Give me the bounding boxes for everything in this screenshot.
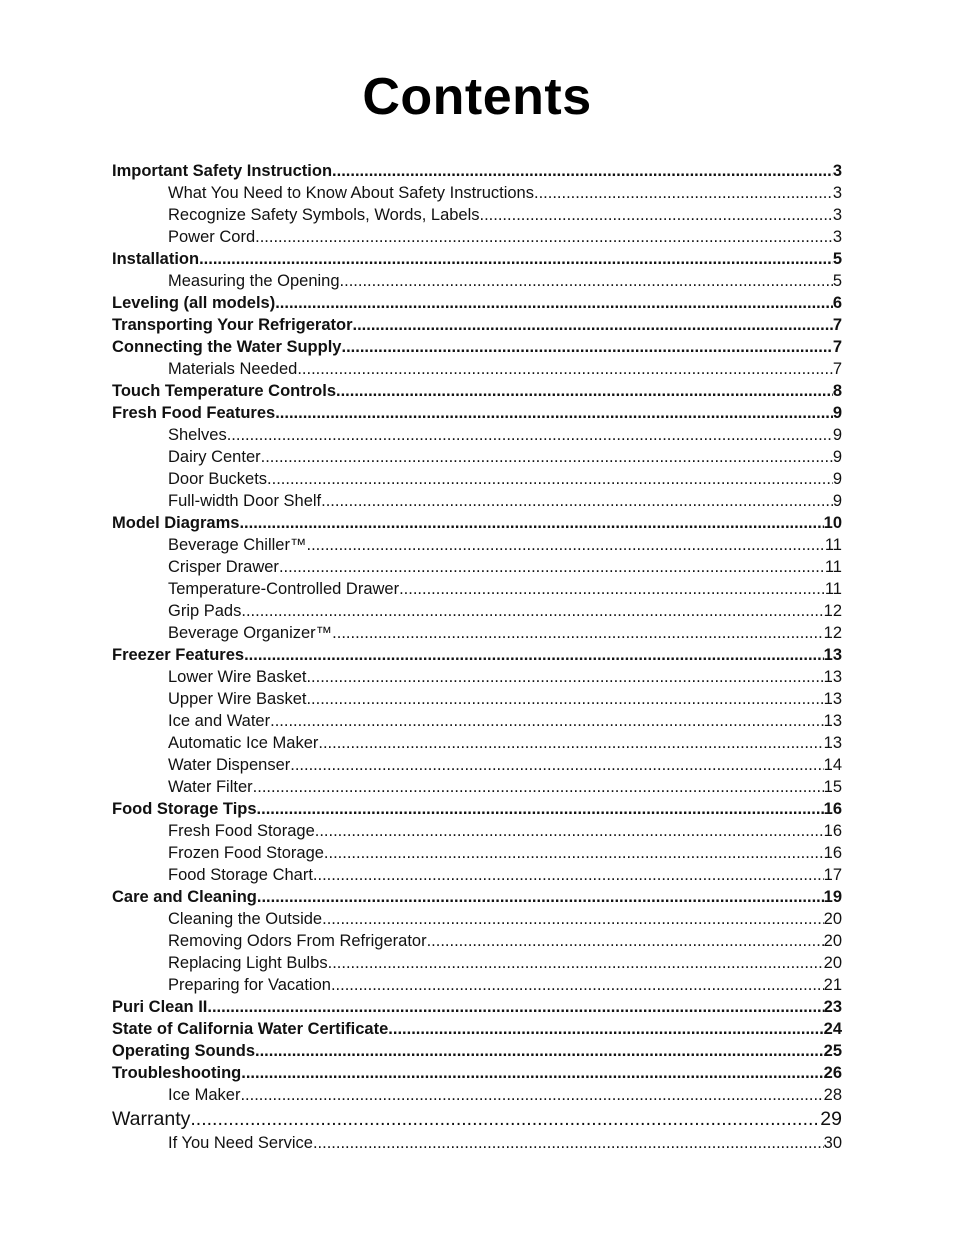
toc-entry	[112, 798, 842, 820]
toc-page-number: 20	[823, 954, 842, 972]
toc-entry-label: Connecting the Water Supply	[112, 338, 342, 356]
toc-page-number: 29	[820, 1108, 842, 1130]
toc-entry-label: Upper Wire Basket	[168, 690, 307, 708]
dot-leader	[534, 182, 833, 204]
dot-leader	[313, 864, 824, 886]
toc-entry-label: Recognize Safety Symbols, Words, Labels	[168, 206, 480, 224]
toc-page-number: 9	[832, 448, 842, 466]
toc-subentry	[112, 270, 842, 292]
dot-leader	[240, 1084, 823, 1106]
dot-leader	[353, 314, 833, 336]
dot-leader	[322, 908, 824, 930]
toc-page-number: 9	[832, 426, 842, 444]
toc-page-number: 3	[832, 184, 842, 202]
dot-leader	[253, 776, 824, 798]
toc-entry-label: Grip Pads	[168, 602, 242, 620]
toc-page-number: 15	[823, 778, 842, 796]
toc-entry	[112, 1040, 842, 1062]
toc-subentry	[112, 952, 842, 974]
dot-leader	[275, 292, 833, 314]
toc-page-number: 3	[832, 162, 842, 180]
toc-entry-label: Operating Sounds	[112, 1042, 256, 1060]
toc-page-number: 13	[823, 690, 842, 708]
toc-page-number: 26	[823, 1064, 842, 1082]
toc-page-number: 3	[832, 206, 842, 224]
toc-entry-label: Model Diagrams	[112, 514, 240, 532]
toc-entry-label: Troubleshooting	[112, 1064, 242, 1082]
toc-subentry	[112, 908, 842, 930]
toc-page-number: 19	[823, 888, 842, 906]
toc-page-number: 13	[823, 712, 842, 730]
toc-subentry	[112, 556, 842, 578]
dot-leader	[267, 468, 833, 490]
toc-subentry	[112, 490, 842, 512]
toc-entry-label: Preparing for Vacation	[168, 976, 331, 994]
dot-leader	[306, 688, 823, 710]
toc-entry-label: Lower Wire Basket	[168, 668, 307, 686]
dot-leader	[306, 534, 824, 556]
toc-entry-label: Door Buckets	[168, 470, 268, 488]
dot-leader	[480, 204, 833, 226]
toc-entry-label: Beverage Chiller™	[168, 536, 307, 554]
toc-page-number: 11	[824, 558, 842, 576]
toc-subentry	[112, 226, 842, 248]
toc-entry-label: Dairy Center	[168, 448, 261, 466]
toc-entry-label: Frozen Food Storage	[168, 844, 324, 862]
dot-leader	[255, 1040, 824, 1062]
dot-leader	[306, 666, 823, 688]
dot-leader	[241, 1062, 823, 1084]
dot-leader	[315, 820, 824, 842]
toc-entry-label: Measuring the Opening	[168, 272, 340, 290]
toc-page-number: 9	[832, 404, 842, 422]
dot-leader	[239, 512, 823, 534]
toc-page-number: 7	[832, 338, 842, 356]
toc-subentry	[112, 358, 842, 380]
toc-subentry	[112, 1132, 842, 1154]
toc-page-number: 9	[832, 470, 842, 488]
toc-page-number: 7	[832, 316, 842, 334]
toc-page-number: 16	[823, 844, 842, 862]
toc-page-number: 10	[823, 514, 842, 532]
toc-page-number: 23	[823, 998, 842, 1016]
dot-leader	[399, 578, 825, 600]
toc-entry-label: If You Need Service	[168, 1134, 313, 1152]
toc-page-number: 5	[832, 272, 842, 290]
toc-entry-label: Transporting Your Refrigerator	[112, 316, 353, 334]
dot-leader	[275, 402, 833, 424]
toc-entry	[112, 402, 842, 424]
toc-entry-label: Water Filter	[168, 778, 253, 796]
toc-page-number: 13	[823, 646, 842, 664]
toc-subentry	[112, 1084, 842, 1106]
toc-subentry	[112, 182, 842, 204]
dot-leader	[297, 358, 832, 380]
dot-leader	[244, 644, 824, 666]
toc-subentry	[112, 446, 842, 468]
toc-subentry	[112, 842, 842, 864]
toc-entry	[112, 1018, 842, 1040]
dot-leader	[341, 336, 832, 358]
toc-entry-label: Cleaning the Outside	[168, 910, 323, 928]
dot-leader	[313, 1132, 824, 1154]
dot-leader	[257, 798, 824, 820]
toc-entry-label: Fresh Food Storage	[168, 822, 315, 840]
toc-entry-label: Replacing Light Bulbs	[168, 954, 328, 972]
toc-page-number: 14	[823, 756, 842, 774]
toc-entry-label: Puri Clean II	[112, 998, 208, 1016]
toc-subentry	[112, 578, 842, 600]
dot-leader	[427, 930, 824, 952]
toc-subentry	[112, 864, 842, 886]
toc-entry	[112, 886, 842, 908]
toc-entry-label: Materials Needed	[168, 360, 298, 378]
toc-entry	[112, 336, 842, 358]
toc-page-number: 11	[824, 536, 842, 554]
toc-entry	[112, 644, 842, 666]
toc-subentry	[112, 710, 842, 732]
toc-entry-label: Warranty	[112, 1108, 191, 1130]
toc-entry	[112, 248, 842, 270]
dot-leader	[279, 556, 825, 578]
toc-entry-label: Important Safety Instruction	[112, 162, 333, 180]
toc-page-number: 16	[823, 822, 842, 840]
toc-entry-label: What You Need to Know About Safety Instructions	[168, 184, 534, 202]
toc-entry-label: Power Cord	[168, 228, 256, 246]
toc-entry	[112, 160, 842, 182]
toc-subentry	[112, 666, 842, 688]
toc-subentry	[112, 732, 842, 754]
toc-page-number: 21	[823, 976, 842, 994]
toc-page-number: 28	[823, 1086, 842, 1104]
toc-page-number: 30	[823, 1134, 842, 1152]
toc-entry-label: Ice Maker	[168, 1086, 241, 1104]
toc-entry-label: Food Storage Chart	[168, 866, 313, 884]
toc-entry-label: Leveling (all models)	[112, 294, 276, 312]
dot-leader	[270, 710, 824, 732]
table-of-contents	[112, 160, 842, 1154]
toc-subentry	[112, 468, 842, 490]
toc-entry	[112, 1062, 842, 1084]
toc-subentry	[112, 688, 842, 710]
toc-entry-label: Installation	[112, 250, 200, 268]
toc-subentry	[112, 204, 842, 226]
toc-entry-label: Crisper Drawer	[168, 558, 279, 576]
toc-subentry	[112, 622, 842, 644]
toc-entry-label: Automatic Ice Maker	[168, 734, 319, 752]
toc-subentry	[112, 600, 842, 622]
dot-leader	[261, 446, 833, 468]
toc-entry-label: Care and Cleaning	[112, 888, 257, 906]
toc-page-number: 25	[823, 1042, 842, 1060]
dot-leader	[324, 842, 824, 864]
toc-entry	[112, 314, 842, 336]
dot-leader	[336, 380, 833, 402]
dot-leader	[388, 1018, 823, 1040]
toc-entry	[112, 512, 842, 534]
toc-page-number: 12	[823, 602, 842, 620]
dot-leader	[328, 952, 824, 974]
toc-page-number: 20	[823, 932, 842, 950]
toc-page-number: 8	[832, 382, 842, 400]
toc-subentry	[112, 776, 842, 798]
toc-page-number: 11	[824, 580, 842, 598]
toc-entry-label: Freezer Features	[112, 646, 245, 664]
dot-leader	[207, 996, 823, 1018]
toc-page-number: 6	[832, 294, 842, 312]
dot-leader	[318, 732, 823, 754]
toc-entry-label: Temperature-Controlled Drawer	[168, 580, 400, 598]
toc-entry	[112, 292, 842, 314]
toc-entry	[112, 996, 842, 1018]
toc-subentry	[112, 534, 842, 556]
toc-page-number: 13	[823, 668, 842, 686]
dot-leader	[227, 424, 833, 446]
toc-page-number: 7	[832, 360, 842, 378]
dot-leader	[190, 1107, 820, 1132]
toc-page-number: 3	[832, 228, 842, 246]
toc-subentry	[112, 424, 842, 446]
toc-entry-label: Ice and Water	[168, 712, 271, 730]
toc-page-number: 5	[832, 250, 842, 268]
dot-leader	[331, 974, 824, 996]
toc-subentry	[112, 930, 842, 952]
toc-entry-label: State of California Water Certificate	[112, 1020, 389, 1038]
toc-entry-label: Touch Temperature Controls	[112, 382, 336, 400]
toc-page-number: 9	[832, 492, 842, 510]
toc-page-number: 12	[823, 624, 842, 642]
toc-entry-label: Beverage Organizer™	[168, 624, 333, 642]
dot-leader	[199, 248, 833, 270]
toc-page-number: 24	[823, 1020, 842, 1038]
dot-leader	[290, 754, 823, 776]
toc-page-number: 13	[823, 734, 842, 752]
toc-page-number: 16	[823, 800, 842, 818]
toc-entry	[112, 380, 842, 402]
page-title: Contents	[362, 68, 592, 126]
toc-entry-label: Full-width Door Shelf	[168, 492, 322, 510]
dot-leader	[241, 600, 823, 622]
toc-subentry	[112, 820, 842, 842]
toc-entry-label: Fresh Food Features	[112, 404, 276, 422]
dot-leader	[340, 270, 833, 292]
toc-page-number: 17	[823, 866, 842, 884]
toc-entry-label: Shelves	[168, 426, 227, 444]
toc-entry-label: Removing Odors From Refrigerator	[168, 932, 427, 950]
toc-entry-label: Food Storage Tips	[112, 800, 257, 818]
toc-entry-label: Water Dispenser	[168, 756, 291, 774]
toc-subentry	[112, 974, 842, 996]
toc-subentry	[112, 754, 842, 776]
toc-entry	[112, 1107, 842, 1132]
toc-page-number: 20	[823, 910, 842, 928]
dot-leader	[332, 160, 833, 182]
dot-leader	[332, 622, 823, 644]
dot-leader	[257, 886, 824, 908]
dot-leader	[321, 490, 833, 512]
dot-leader	[255, 226, 833, 248]
